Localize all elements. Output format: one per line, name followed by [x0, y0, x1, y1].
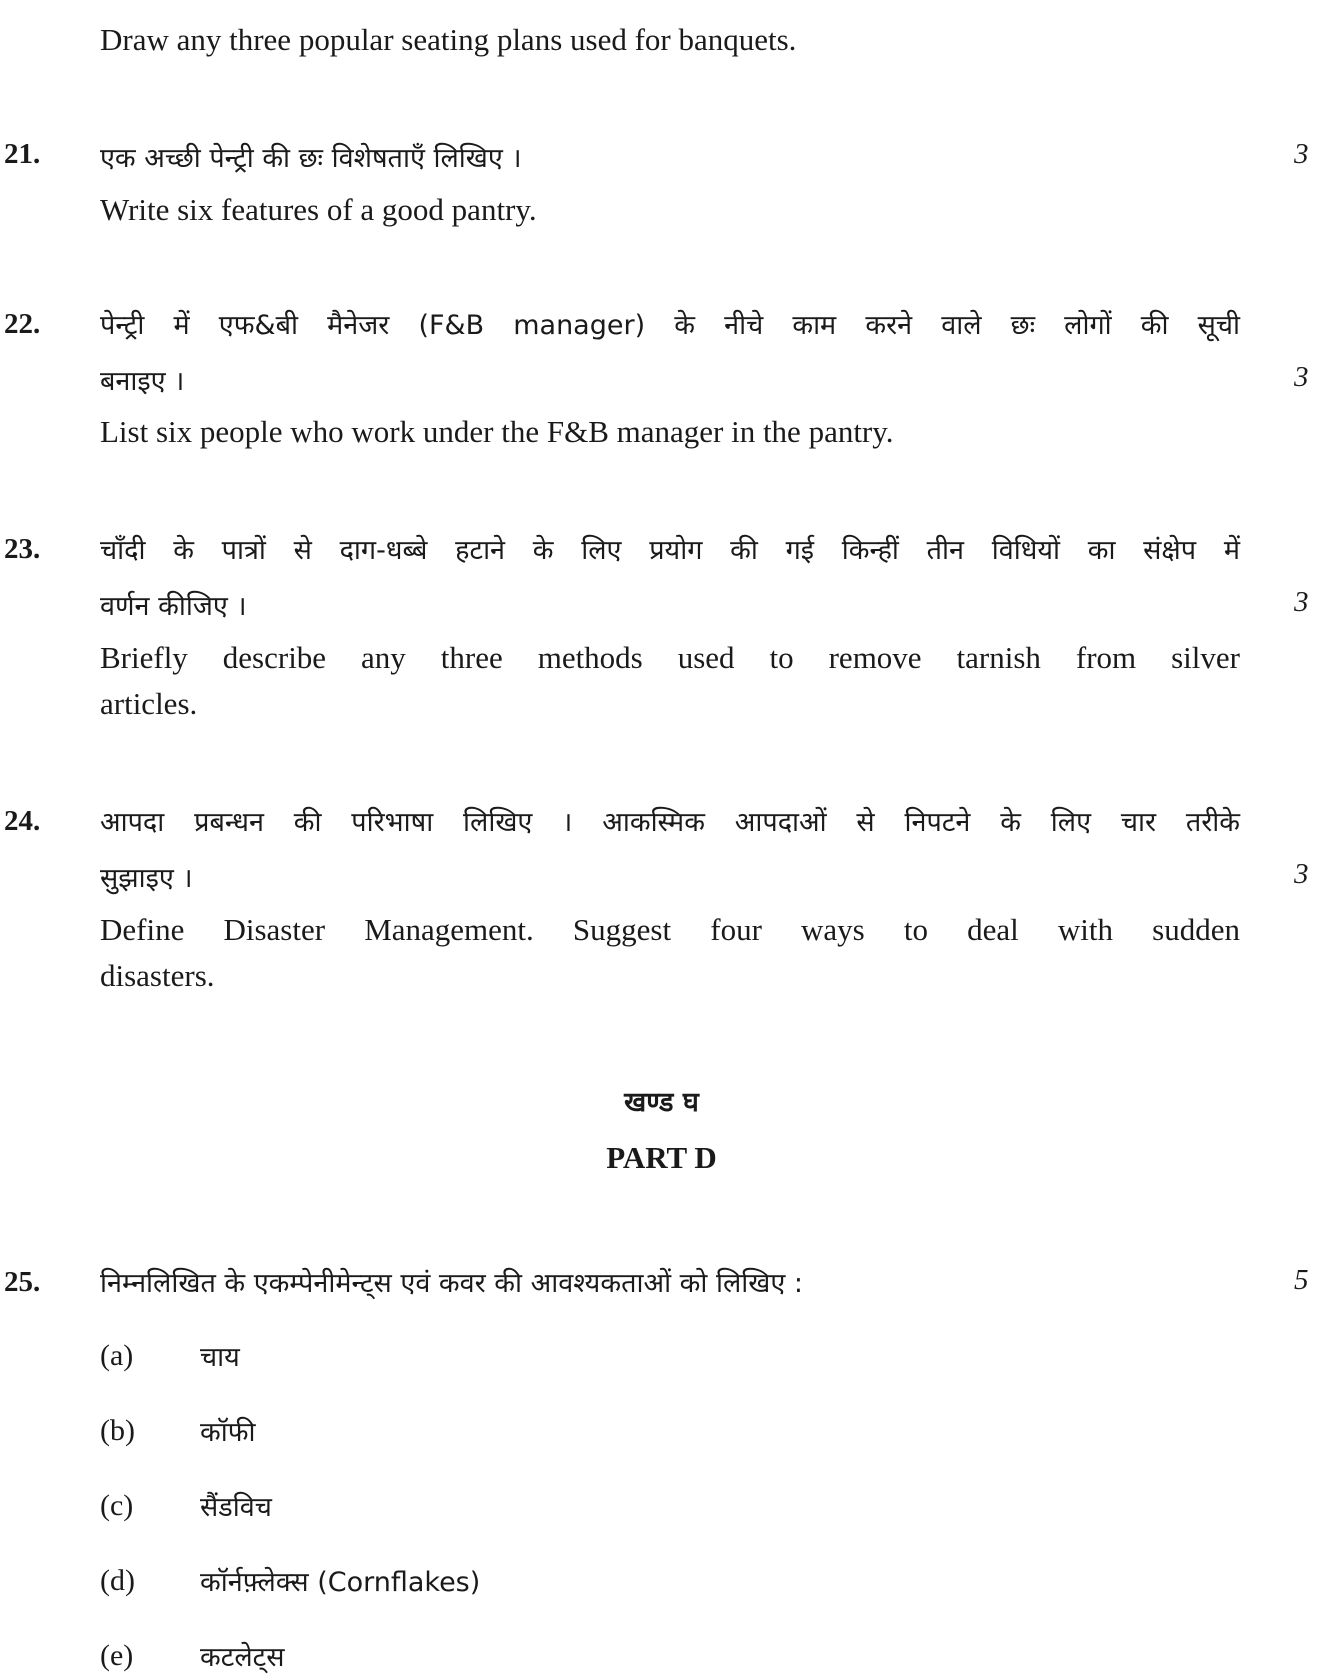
question-english-cont: articles.: [100, 686, 198, 721]
prev-question-english: Draw any three popular seating plans used for banquets.: [100, 22, 797, 57]
question-number: 24.: [4, 805, 41, 837]
item-label: (d): [100, 1564, 135, 1597]
item-text: कॉर्नफ़्लेक्स (Cornflakes): [200, 1567, 481, 1598]
question-hindi-cont: सुझाइए ।: [100, 863, 193, 894]
question-english: Write six features of a good pantry.: [100, 192, 537, 227]
question-marks: 3: [1294, 361, 1309, 393]
section-title-english: PART D: [606, 1140, 717, 1175]
question-english: Briefly describe any three methods used to remove tarnish from silver: [100, 640, 1240, 675]
question-marks: 5: [1294, 1264, 1309, 1296]
item-label: (c): [100, 1489, 134, 1522]
question-english: Define Disaster Management. Suggest four ways to deal with sudden: [100, 912, 1240, 947]
question-hindi: चाँदी के पात्रों से दाग-धब्बे हटाने के लिए प्रयोग की गई किन्हीं तीन विधियों का संक्षेप में: [100, 535, 1240, 566]
item-text: चाय: [200, 1342, 240, 1373]
question-hindi: आपदा प्रबन्धन की परिभाषा लिखिए । आकस्मिक आपदाओं से निपटने के लिए चार तरीके: [100, 807, 1240, 838]
question-marks: 3: [1294, 138, 1309, 170]
item-label: (a): [100, 1339, 134, 1372]
item-text: कॉफी: [200, 1417, 256, 1448]
question-english-cont: disasters.: [100, 958, 215, 993]
question-hindi: पेन्ट्री में एफ&बी मैनेजर (F&B manager) के नीचे काम करने वाले छः लोगों की सूची: [100, 310, 1240, 341]
item-label: (b): [100, 1414, 135, 1447]
question-hindi-cont: वर्णन कीजिए ।: [100, 591, 247, 622]
question-english: List six people who work under the F&B manager in the pantry.: [100, 414, 894, 449]
item-label: (e): [100, 1639, 134, 1672]
question-hindi: एक अच्छी पेन्ट्री की छः विशेषताएँ लिखिए ।: [100, 143, 522, 174]
question-marks: 3: [1294, 858, 1309, 890]
item-text: सैंडविच: [200, 1492, 272, 1523]
question-hindi: निम्नलिखित के एकम्पेनीमेन्ट्स एवं कवर की आवश्यकताओं को लिखिए :: [100, 1268, 803, 1299]
question-number: 23.: [4, 533, 41, 565]
question-number: 21.: [4, 138, 41, 170]
section-title-hindi: खण्ड घ: [624, 1087, 699, 1118]
question-hindi-cont: बनाइए ।: [100, 366, 185, 397]
question-number: 22.: [4, 308, 41, 340]
item-text: कटलेट्स: [200, 1642, 285, 1673]
question-number: 25.: [4, 1266, 41, 1298]
question-marks: 3: [1294, 586, 1309, 618]
